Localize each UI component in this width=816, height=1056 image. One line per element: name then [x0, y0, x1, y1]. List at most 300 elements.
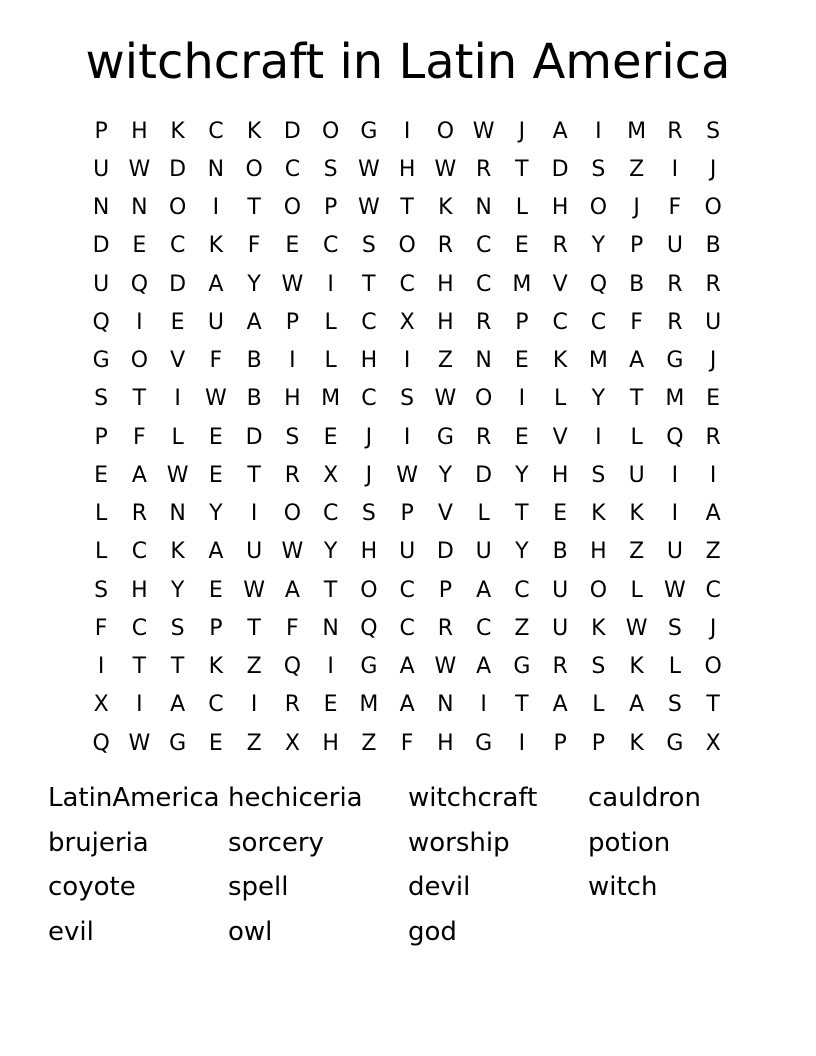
grid-letter: L: [324, 309, 337, 335]
grid-letter: I: [595, 118, 602, 144]
grid-letter: K: [438, 195, 453, 221]
grid-letter: P: [94, 424, 108, 450]
grid-letter: P: [400, 501, 414, 527]
grid-letter: O: [474, 386, 493, 412]
grid-letter: R: [437, 615, 454, 641]
grid-letter: I: [518, 386, 526, 412]
grid-letter: S: [94, 386, 109, 412]
grid-letter: H: [360, 348, 378, 374]
grid-letter: U: [552, 577, 569, 603]
grid-letter: W: [243, 577, 265, 603]
grid-letter: U: [93, 156, 110, 182]
grid-letter: Q: [92, 730, 110, 756]
grid-letter: L: [668, 654, 681, 680]
grid-letter: W: [357, 195, 380, 221]
grid-letter: E: [514, 348, 529, 374]
grid-letter: N: [169, 501, 186, 527]
grid-letter: E: [132, 233, 147, 259]
grid-letter: C: [208, 692, 224, 718]
grid-letter: A: [399, 692, 415, 718]
grid-letter: E: [706, 386, 721, 412]
grid-letter: D: [436, 539, 454, 565]
grid-letter: K: [591, 615, 606, 641]
grid-letter: Y: [170, 577, 185, 603]
grid-letter: Y: [323, 539, 338, 565]
grid-letter: C: [399, 271, 415, 297]
grid-letter: E: [323, 692, 338, 718]
grid-letter: Z: [246, 654, 262, 680]
grid-letter: E: [208, 462, 223, 488]
grid-letter: S: [591, 654, 606, 680]
grid-letter: T: [400, 195, 414, 221]
grid-letter: Z: [705, 539, 721, 565]
grid-letter: J: [365, 462, 373, 488]
grid-letter: E: [208, 424, 223, 450]
grid-letter: L: [630, 424, 643, 450]
grid-letter: K: [246, 118, 262, 144]
grid-letter: S: [706, 118, 721, 144]
grid-letter: N: [437, 692, 454, 718]
grid-letter: H: [551, 462, 569, 488]
grid-letter: S: [323, 156, 338, 182]
grid-letter: P: [515, 309, 529, 335]
grid-letter: X: [705, 730, 721, 756]
grid-letter: C: [208, 118, 224, 144]
grid-letter: T: [362, 271, 376, 297]
grid-letter: Q: [589, 271, 608, 297]
grid-letter: I: [403, 348, 411, 374]
grid-letter: G: [92, 348, 110, 374]
word-list-item: witch: [588, 872, 658, 903]
grid-letter: G: [513, 654, 531, 680]
grid-letter: H: [437, 271, 454, 297]
grid-letter: A: [246, 309, 262, 335]
grid-letter: H: [551, 195, 569, 221]
word-list-item: devil: [408, 872, 471, 903]
grid-letter: O: [283, 501, 302, 527]
grid-letter: R: [705, 271, 721, 297]
grid-letter: T: [170, 654, 185, 680]
grid-letter: N: [322, 615, 339, 641]
grid-letter: N: [475, 348, 492, 374]
grid-letter: E: [553, 501, 568, 527]
grid-letter: M: [588, 348, 608, 374]
grid-letter: R: [667, 118, 683, 144]
grid-letter: J: [633, 195, 640, 221]
word-list-item: spell: [228, 872, 289, 903]
grid-letter: M: [512, 271, 532, 297]
grid-letter: Z: [629, 156, 645, 182]
grid-letter: X: [399, 309, 415, 335]
grid-letter: H: [360, 539, 378, 565]
grid-letter: P: [438, 577, 453, 603]
word-list-item: worship: [408, 827, 510, 858]
word-list-item: brujeria: [48, 827, 149, 858]
grid-letter: I: [174, 386, 181, 412]
grid-letter: H: [437, 309, 454, 335]
grid-letter: C: [284, 156, 301, 182]
grid-letter: W: [434, 386, 457, 412]
grid-letter: K: [552, 348, 568, 374]
grid-letter: O: [245, 156, 263, 182]
grid-letter: Z: [246, 730, 262, 756]
grid-letter: I: [709, 462, 717, 488]
grid-letter: M: [665, 386, 685, 412]
grid-letter: S: [667, 615, 682, 641]
grid-letter: A: [476, 577, 492, 603]
grid-letter: O: [704, 654, 722, 680]
grid-letter: L: [171, 424, 184, 450]
grid-letter: N: [475, 195, 492, 221]
grid-letter: R: [475, 309, 492, 335]
word-list-item: potion: [588, 827, 671, 858]
grid-letter: C: [552, 309, 568, 335]
grid-letter: D: [92, 233, 110, 259]
grid-letter: G: [360, 118, 378, 144]
grid-letter: Z: [437, 348, 453, 374]
grid-letter: U: [666, 233, 683, 259]
word-list-item: cauldron: [588, 783, 701, 813]
grid-letter: I: [136, 692, 143, 718]
grid-letter: F: [630, 309, 643, 335]
grid-letter: E: [323, 424, 338, 450]
grid-letter: R: [475, 424, 492, 450]
grid-letter: Q: [360, 615, 378, 641]
grid-letter: P: [209, 615, 223, 641]
grid-letter: S: [170, 615, 185, 641]
grid-letter: V: [552, 424, 568, 450]
grid-letter: O: [589, 195, 608, 221]
grid-letter: C: [514, 577, 530, 603]
word-list-item: hechiceria: [228, 783, 363, 813]
grid-letter: P: [285, 309, 300, 335]
grid-letter: P: [94, 118, 108, 144]
grid-letter: C: [590, 309, 607, 335]
grid-letter: S: [400, 386, 415, 412]
grid-letter: V: [552, 271, 568, 297]
grid-letter: U: [93, 271, 110, 297]
grid-letter: A: [170, 692, 186, 718]
grid-letter: A: [208, 539, 224, 565]
grid-letter: K: [629, 730, 644, 756]
grid-letter: A: [552, 692, 568, 718]
grid-letter: K: [208, 654, 224, 680]
grid-letter: E: [208, 730, 223, 756]
grid-letter: R: [552, 233, 568, 259]
grid-letter: I: [327, 271, 334, 297]
grid-letter: R: [552, 654, 568, 680]
grid-letter: C: [361, 309, 377, 335]
grid-letter: F: [286, 615, 299, 641]
grid-letter: H: [131, 577, 148, 603]
grid-letter: I: [250, 501, 258, 527]
grid-letter: H: [284, 386, 301, 412]
grid-letter: A: [399, 654, 415, 680]
grid-letter: T: [132, 654, 147, 680]
grid-letter: F: [668, 195, 682, 221]
grid-letter: Y: [515, 539, 529, 565]
grid-letter: O: [130, 348, 149, 374]
grid-letter: D: [475, 462, 493, 488]
grid-letter: I: [480, 692, 487, 718]
grid-letter: K: [170, 539, 185, 565]
grid-letter: A: [629, 692, 645, 718]
grid-letter: L: [477, 501, 490, 527]
page-title: witchcraft in Latin America: [85, 34, 731, 90]
grid-letter: R: [667, 271, 683, 297]
grid-letter: H: [398, 156, 416, 182]
grid-letter: J: [518, 118, 526, 144]
grid-letter: Z: [629, 539, 645, 565]
grid-letter: B: [705, 233, 721, 259]
grid-letter: T: [323, 577, 338, 603]
grid-letter: D: [551, 156, 569, 182]
grid-letter: P: [629, 233, 644, 259]
grid-letter: B: [246, 386, 262, 412]
grid-letter: G: [666, 348, 684, 374]
grid-letter: G: [436, 424, 454, 450]
word-list-item: witchcraft: [408, 783, 538, 813]
grid-letter: R: [437, 233, 454, 259]
grid-letter: L: [324, 348, 337, 374]
grid-letter: U: [628, 462, 645, 488]
grid-letter: J: [365, 424, 373, 450]
grid-letter: R: [131, 501, 148, 527]
grid-letter: B: [629, 271, 645, 297]
grid-letter: I: [518, 730, 526, 756]
grid-letter: E: [94, 462, 109, 488]
grid-letter: W: [166, 462, 189, 488]
grid-letter: W: [281, 539, 304, 565]
grid-letter: P: [591, 730, 606, 756]
grid-letter: A: [208, 271, 224, 297]
grid-letter: O: [360, 577, 378, 603]
grid-letter: L: [94, 501, 108, 527]
grid-letter: U: [705, 309, 722, 335]
grid-letter: S: [285, 424, 300, 450]
grid-letter: F: [133, 424, 146, 450]
grid-letter: U: [475, 539, 492, 565]
grid-letter: I: [671, 501, 679, 527]
grid-letter: W: [434, 156, 457, 182]
grid-letter: C: [475, 271, 492, 297]
grid-letter: H: [131, 118, 148, 144]
word-list: [48, 776, 768, 955]
grid-letter: E: [208, 577, 223, 603]
grid-letter: Z: [361, 730, 377, 756]
grid-letter: B: [552, 539, 568, 565]
grid-letter: K: [170, 118, 185, 144]
grid-letter: E: [170, 309, 185, 335]
grid-letter: I: [671, 462, 679, 488]
grid-letter: L: [553, 386, 567, 412]
grid-letter: G: [666, 730, 684, 756]
grid-letter: W: [472, 118, 495, 144]
grid-letter: S: [361, 501, 376, 527]
grid-letter: I: [97, 654, 105, 680]
grid-letter: M: [359, 692, 379, 718]
grid-letter: X: [323, 462, 339, 488]
grid-letter: A: [284, 577, 300, 603]
grid-letter: I: [289, 348, 296, 374]
grid-letter: S: [591, 156, 606, 182]
grid-letter: K: [629, 654, 644, 680]
letter-grid: [82, 112, 732, 762]
grid-letter: A: [476, 654, 492, 680]
grid-letter: C: [131, 615, 148, 641]
grid-letter: C: [399, 577, 415, 603]
grid-letter: Y: [591, 386, 606, 412]
grid-letter: S: [361, 233, 376, 259]
grid-letter: F: [400, 730, 414, 756]
grid-letter: T: [132, 386, 147, 412]
grid-letter: Y: [438, 462, 453, 488]
grid-letter: T: [515, 156, 529, 182]
grid-letter: E: [514, 424, 529, 450]
grid-letter: I: [595, 424, 602, 450]
grid-letter: A: [552, 118, 568, 144]
grid-letter: S: [667, 692, 682, 718]
grid-letter: M: [321, 386, 341, 412]
grid-letter: N: [207, 156, 225, 182]
grid-letter: W: [396, 462, 418, 488]
grid-letter: O: [283, 195, 302, 221]
grid-letter: B: [246, 348, 262, 374]
grid-letter: J: [709, 348, 717, 374]
word-list-item: LatinAmerica: [48, 783, 220, 813]
grid-letter: F: [247, 233, 261, 259]
grid-letter: L: [94, 539, 108, 565]
grid-letter: T: [247, 615, 261, 641]
grid-letter: C: [399, 615, 415, 641]
grid-letter: C: [361, 386, 377, 412]
grid-letter: D: [169, 271, 187, 297]
word-list-item: evil: [48, 917, 94, 948]
grid-letter: R: [475, 156, 492, 182]
grid-letter: H: [590, 539, 607, 565]
grid-letter: T: [515, 692, 529, 718]
grid-letter: A: [131, 462, 147, 488]
grid-letter: K: [591, 501, 606, 527]
grid-letter: C: [322, 233, 339, 259]
grid-letter: K: [208, 233, 224, 259]
grid-letter: I: [136, 309, 143, 335]
grid-letter: W: [357, 156, 380, 182]
grid-letter: V: [437, 501, 453, 527]
grid-letter: E: [285, 233, 300, 259]
grid-letter: T: [247, 195, 261, 221]
grid-letter: C: [705, 577, 721, 603]
word-list-item: sorcery: [228, 827, 324, 858]
grid-letter: O: [436, 118, 455, 144]
grid-letter: I: [327, 654, 334, 680]
grid-letter: W: [434, 654, 457, 680]
grid-letter: D: [169, 156, 187, 182]
grid-letter: F: [209, 348, 223, 374]
grid-letter: T: [629, 386, 644, 412]
grid-letter: U: [207, 309, 224, 335]
grid-letter: L: [630, 577, 643, 603]
grid-letter: L: [515, 195, 528, 221]
grid-letter: I: [250, 692, 258, 718]
grid-letter: W: [281, 271, 304, 297]
grid-letter: O: [168, 195, 187, 221]
grid-letter: G: [360, 654, 378, 680]
grid-letter: T: [247, 462, 261, 488]
grid-letter: W: [204, 386, 227, 412]
grid-letter: H: [437, 730, 454, 756]
grid-letter: U: [666, 539, 683, 565]
grid-letter: O: [589, 577, 608, 603]
grid-letter: D: [283, 118, 301, 144]
grid-letter: Z: [514, 615, 530, 641]
grid-letter: T: [706, 692, 720, 718]
grid-letter: X: [93, 692, 109, 718]
grid-letter: M: [627, 118, 647, 144]
grid-letter: J: [709, 615, 717, 641]
grid-letter: S: [94, 577, 109, 603]
grid-letter: G: [475, 730, 493, 756]
grid-letter: R: [284, 462, 301, 488]
grid-letter: H: [322, 730, 339, 756]
grid-letter: I: [212, 195, 220, 221]
grid-letter: A: [629, 348, 645, 374]
grid-letter: W: [663, 577, 686, 603]
grid-letter: Q: [666, 424, 684, 450]
grid-letter: R: [705, 424, 721, 450]
grid-letter: P: [553, 730, 567, 756]
grid-letter: C: [322, 501, 339, 527]
grid-letter: O: [704, 195, 722, 221]
grid-letter: Q: [283, 654, 302, 680]
grid-letter: F: [94, 615, 108, 641]
grid-letter: U: [399, 539, 416, 565]
grid-letter: O: [398, 233, 416, 259]
word-list-item: god: [408, 917, 457, 948]
grid-letter: V: [170, 348, 186, 374]
grid-letter: J: [709, 156, 717, 182]
word-list-item: owl: [228, 917, 273, 948]
grid-letter: C: [475, 233, 492, 259]
grid-letter: Y: [247, 271, 261, 297]
grid-letter: P: [323, 195, 338, 221]
grid-letter: N: [131, 195, 148, 221]
grid-letter: U: [552, 615, 569, 641]
grid-letter: C: [131, 539, 148, 565]
grid-letter: I: [671, 156, 679, 182]
grid-letter: Y: [591, 233, 606, 259]
grid-letter: W: [625, 615, 648, 641]
grid-letter: S: [591, 462, 606, 488]
grid-letter: C: [169, 233, 186, 259]
grid-letter: Q: [92, 309, 110, 335]
grid-letter: Y: [515, 462, 529, 488]
grid-letter: A: [705, 501, 721, 527]
grid-letter: R: [667, 309, 683, 335]
grid-letter: C: [475, 615, 492, 641]
grid-letter: W: [128, 730, 151, 756]
grid-letter: W: [128, 156, 151, 182]
grid-letter: R: [284, 692, 301, 718]
grid-letter: D: [245, 424, 263, 450]
grid-letter: O: [321, 118, 340, 144]
grid-letter: T: [515, 501, 529, 527]
grid-letter: Y: [209, 501, 223, 527]
grid-letter: N: [92, 195, 110, 221]
grid-letter: E: [514, 233, 529, 259]
grid-letter: U: [246, 539, 263, 565]
grid-letter: I: [403, 424, 411, 450]
